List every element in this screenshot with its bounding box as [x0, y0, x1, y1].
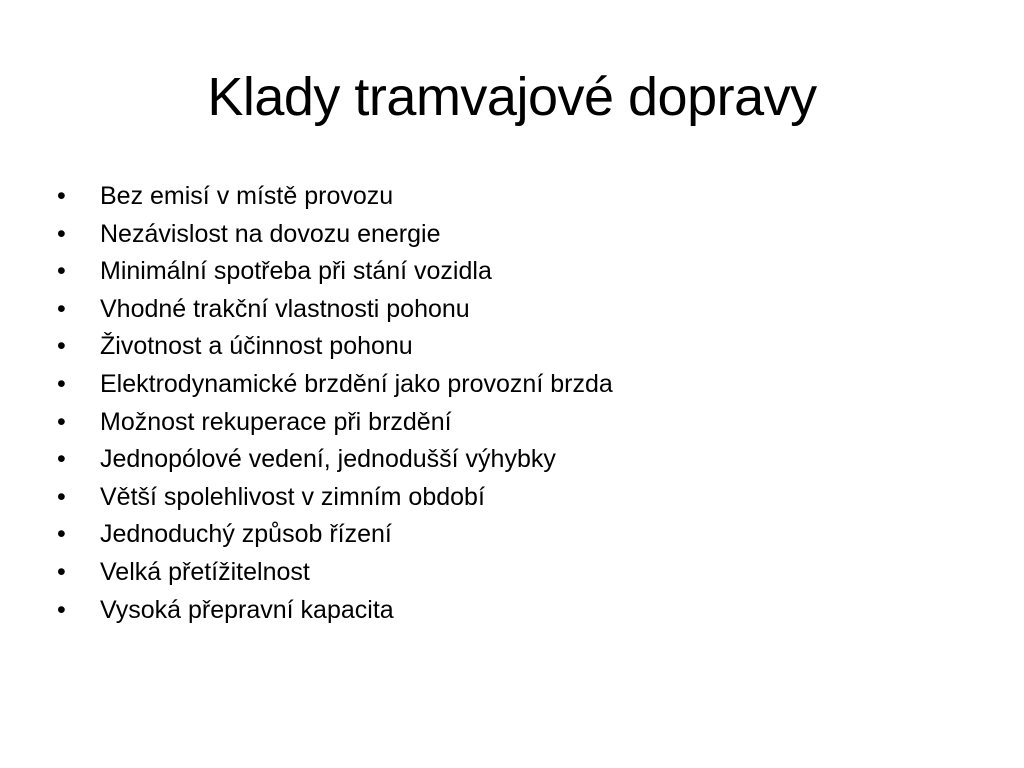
bullet-text: Vysoká přepravní kapacita — [100, 595, 394, 624]
bullet-icon: • — [57, 482, 66, 511]
bullet-text: Velká přetížitelnost — [100, 557, 310, 586]
bullet-text: Elektrodynamické brzdění jako provozní brzda — [100, 369, 613, 398]
bullet-text: Větší spolehlivost v zimním období — [100, 482, 485, 511]
bullet-icon: • — [57, 445, 66, 474]
bullet-icon: • — [57, 257, 66, 286]
list-item — [57, 516, 977, 554]
list-item — [57, 366, 977, 404]
bullet-text: Jednopólové vedení, jednodušší výhybky — [100, 445, 556, 474]
bullet-icon: • — [57, 182, 66, 210]
bullet-icon: • — [57, 407, 66, 436]
list-item — [57, 216, 977, 254]
bullet-text: Vhodné trakční vlastnosti pohonu — [100, 294, 470, 323]
slide-title: Klady tramvajové dopravy — [207, 67, 817, 127]
list-item — [57, 554, 977, 592]
bullet-text: Bez emisí v místě provozu — [100, 182, 394, 210]
bullet-icon: • — [57, 294, 66, 323]
bullet-icon: • — [57, 369, 66, 398]
bullet-text: Nezávislost na dovozu energie — [100, 219, 441, 248]
list-item — [57, 404, 977, 442]
bullet-text: Jednoduchý způsob řízení — [100, 520, 392, 549]
bullet-icon: • — [57, 219, 66, 248]
list-item — [57, 178, 977, 216]
bullet-icon: • — [57, 557, 66, 586]
bullet-text: Minimální spotřeba při stání vozidla — [100, 257, 492, 286]
list-item — [57, 291, 977, 329]
bullet-icon: • — [57, 595, 66, 624]
bullet-text: Životnost a účinnost pohonu — [100, 332, 413, 361]
bullet-icon: • — [57, 520, 66, 549]
list-item — [57, 328, 977, 366]
list-item — [57, 253, 977, 291]
bullet-text: Možnost rekuperace při brzdění — [100, 407, 452, 436]
list-item — [57, 592, 977, 630]
list-item — [57, 479, 977, 517]
bullet-list — [57, 178, 977, 629]
list-item — [57, 441, 977, 479]
bullet-icon: • — [57, 332, 66, 361]
